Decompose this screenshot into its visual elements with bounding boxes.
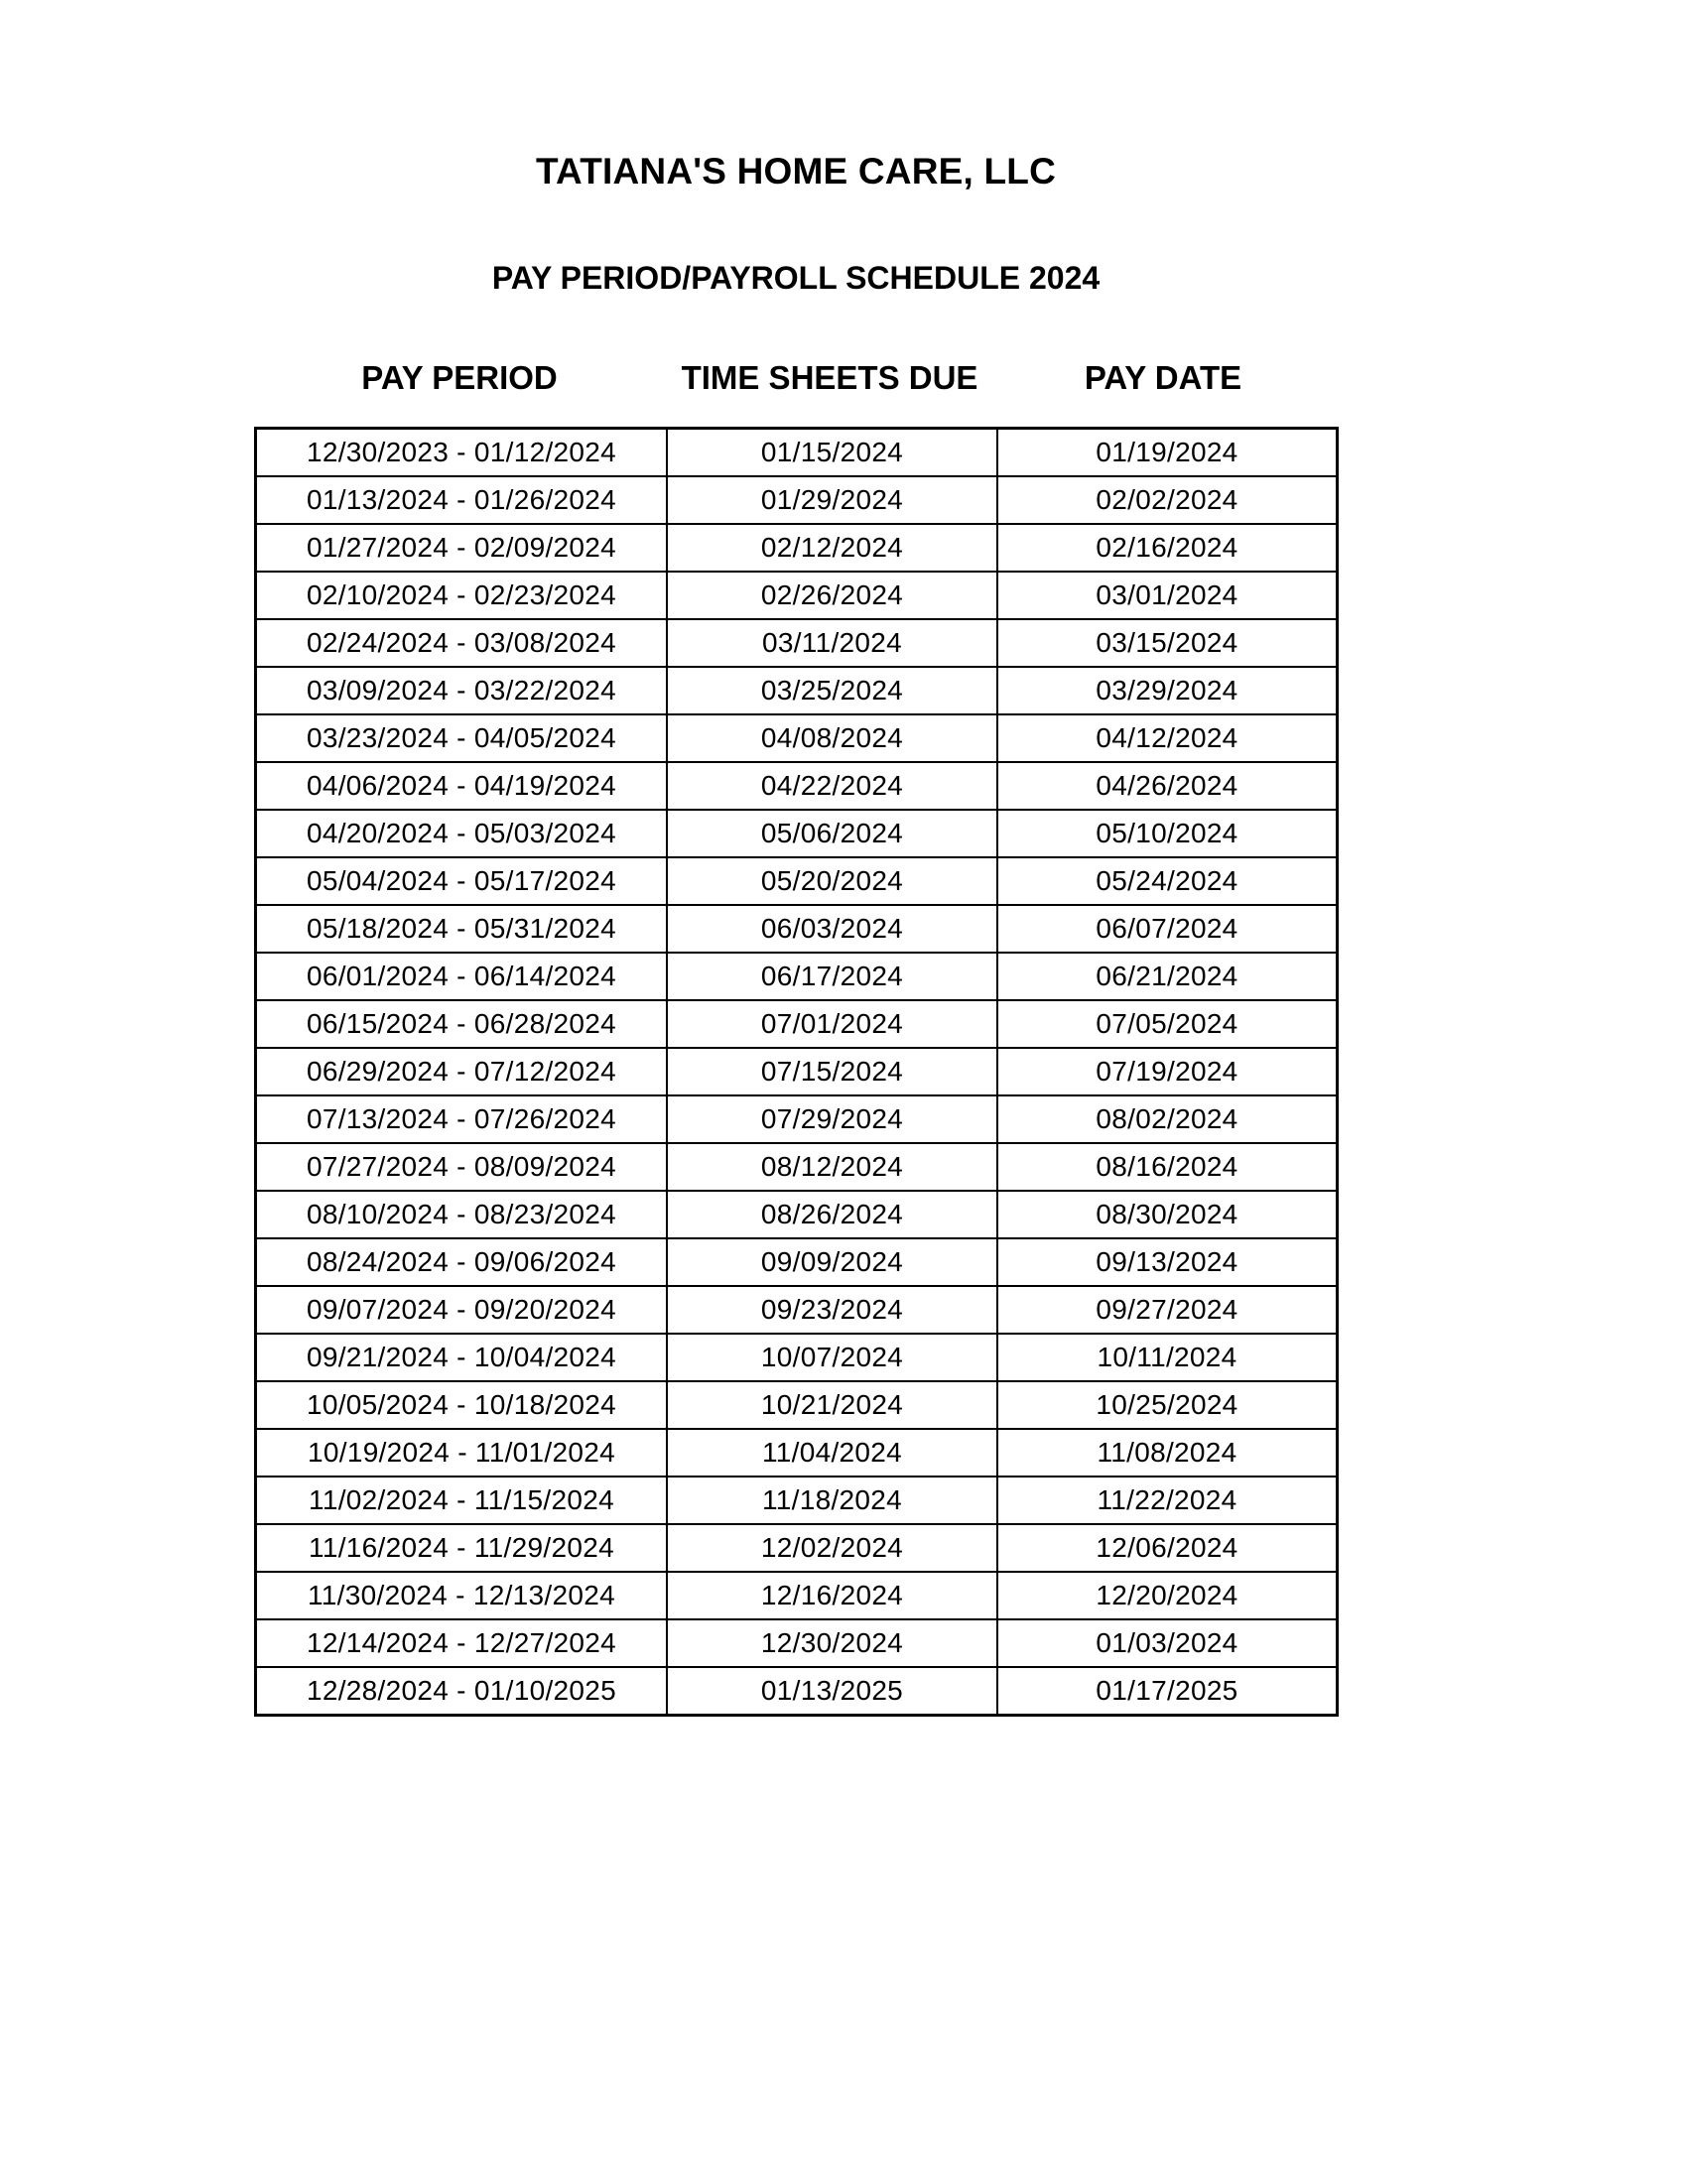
table-row <box>256 572 1338 619</box>
pay-period-cell: 09/21/2024 - 10/04/2024 <box>256 1334 668 1381</box>
time-sheets-due-cell: 01/13/2025 <box>667 1667 997 1716</box>
pay-date-cell: 07/05/2024 <box>997 1000 1338 1048</box>
column-headers <box>254 359 1332 397</box>
time-sheets-due-cell: 05/06/2024 <box>667 810 997 857</box>
table-row <box>256 1334 1338 1381</box>
pay-period-cell: 02/10/2024 - 02/23/2024 <box>256 572 668 619</box>
pay-period-cell: 01/27/2024 - 02/09/2024 <box>256 524 668 572</box>
table-row <box>256 1524 1338 1572</box>
time-sheets-due-cell: 07/15/2024 <box>667 1048 997 1095</box>
pay-date-cell: 10/11/2024 <box>997 1334 1338 1381</box>
table-row <box>256 762 1338 810</box>
pay-period-cell: 04/06/2024 - 04/19/2024 <box>256 762 668 810</box>
time-sheets-due-cell: 05/20/2024 <box>667 857 997 905</box>
payroll-schedule-table <box>254 427 1339 1717</box>
pay-period-cell: 09/07/2024 - 09/20/2024 <box>256 1286 668 1334</box>
pay-date-cell: 03/29/2024 <box>997 667 1338 714</box>
table-row <box>256 1619 1338 1667</box>
pay-period-cell: 08/24/2024 - 09/06/2024 <box>256 1238 668 1286</box>
pay-date-cell: 11/22/2024 <box>997 1477 1338 1524</box>
table-row <box>256 953 1338 1000</box>
time-sheets-due-cell: 01/29/2024 <box>667 476 997 524</box>
pay-date-cell: 01/17/2025 <box>997 1667 1338 1716</box>
time-sheets-due-cell: 09/23/2024 <box>667 1286 997 1334</box>
pay-date-cell: 04/26/2024 <box>997 762 1338 810</box>
pay-date-cell: 05/24/2024 <box>997 857 1338 905</box>
pay-date-cell: 09/27/2024 <box>997 1286 1338 1334</box>
pay-date-cell: 07/19/2024 <box>997 1048 1338 1095</box>
table-row <box>256 1572 1338 1619</box>
pay-period-cell: 12/14/2024 - 12/27/2024 <box>256 1619 668 1667</box>
pay-date-cell: 10/25/2024 <box>997 1381 1338 1429</box>
table-row <box>256 1095 1338 1143</box>
schedule-title: PAY PERIOD/PAYROLL SCHEDULE 2024 <box>491 260 1101 296</box>
pay-period-cell: 07/13/2024 - 07/26/2024 <box>256 1095 668 1143</box>
pay-date-cell: 11/08/2024 <box>997 1429 1338 1477</box>
pay-date-cell: 04/12/2024 <box>997 714 1338 762</box>
pay-period-cell: 05/18/2024 - 05/31/2024 <box>256 905 668 953</box>
pay-date-cell: 08/16/2024 <box>997 1143 1338 1191</box>
pay-date-cell: 03/15/2024 <box>997 619 1338 667</box>
pay-date-cell: 08/30/2024 <box>997 1191 1338 1238</box>
pay-period-cell: 06/15/2024 - 06/28/2024 <box>256 1000 668 1048</box>
pay-date-cell: 01/03/2024 <box>997 1619 1338 1667</box>
time-sheets-due-cell: 12/02/2024 <box>667 1524 997 1572</box>
company-title: TATIANA'S HOME CARE, LLC <box>535 151 1057 192</box>
pay-period-cell: 04/20/2024 - 05/03/2024 <box>256 810 668 857</box>
time-sheets-due-cell: 02/12/2024 <box>667 524 997 572</box>
column-header-pay-date: PAY DATE <box>1084 359 1242 396</box>
table-row <box>256 1477 1338 1524</box>
pay-period-cell: 11/30/2024 - 12/13/2024 <box>256 1572 668 1619</box>
pay-period-cell: 10/05/2024 - 10/18/2024 <box>256 1381 668 1429</box>
pay-period-cell: 03/23/2024 - 04/05/2024 <box>256 714 668 762</box>
pay-date-cell: 12/20/2024 <box>997 1572 1338 1619</box>
pay-date-cell: 08/02/2024 <box>997 1095 1338 1143</box>
column-header-pay-period: PAY PERIOD <box>361 359 558 396</box>
table-row <box>256 1286 1338 1334</box>
table-row <box>256 714 1338 762</box>
column-header-time-sheets-due: TIME SHEETS DUE <box>681 359 978 396</box>
table-row <box>256 810 1338 857</box>
schedule-table-body <box>256 429 1338 1716</box>
pay-date-cell: 03/01/2024 <box>997 572 1338 619</box>
time-sheets-due-cell: 11/18/2024 <box>667 1477 997 1524</box>
pay-period-cell: 12/30/2023 - 01/12/2024 <box>256 429 668 477</box>
pay-period-cell: 06/01/2024 - 06/14/2024 <box>256 953 668 1000</box>
table-row <box>256 1191 1338 1238</box>
pay-date-cell: 02/16/2024 <box>997 524 1338 572</box>
pay-period-cell: 01/13/2024 - 01/26/2024 <box>256 476 668 524</box>
time-sheets-due-cell: 10/07/2024 <box>667 1334 997 1381</box>
pay-period-cell: 11/16/2024 - 11/29/2024 <box>256 1524 668 1572</box>
pay-period-cell: 06/29/2024 - 07/12/2024 <box>256 1048 668 1095</box>
time-sheets-due-cell: 01/15/2024 <box>667 429 997 477</box>
table-row <box>256 1667 1338 1716</box>
table-row <box>256 905 1338 953</box>
pay-date-cell: 02/02/2024 <box>997 476 1338 524</box>
table-row <box>256 1429 1338 1477</box>
table-row <box>256 1048 1338 1095</box>
pay-period-cell: 10/19/2024 - 11/01/2024 <box>256 1429 668 1477</box>
time-sheets-due-cell: 12/30/2024 <box>667 1619 997 1667</box>
table-row <box>256 667 1338 714</box>
time-sheets-due-cell: 03/11/2024 <box>667 619 997 667</box>
pay-date-cell: 06/21/2024 <box>997 953 1338 1000</box>
time-sheets-due-cell: 04/22/2024 <box>667 762 997 810</box>
time-sheets-due-cell: 08/26/2024 <box>667 1191 997 1238</box>
pay-period-cell: 05/04/2024 - 05/17/2024 <box>256 857 668 905</box>
time-sheets-due-cell: 07/29/2024 <box>667 1095 997 1143</box>
table-row <box>256 1000 1338 1048</box>
time-sheets-due-cell: 02/26/2024 <box>667 572 997 619</box>
time-sheets-due-cell: 04/08/2024 <box>667 714 997 762</box>
pay-period-cell: 11/02/2024 - 11/15/2024 <box>256 1477 668 1524</box>
time-sheets-due-cell: 12/16/2024 <box>667 1572 997 1619</box>
time-sheets-due-cell: 07/01/2024 <box>667 1000 997 1048</box>
time-sheets-due-cell: 09/09/2024 <box>667 1238 997 1286</box>
pay-period-cell: 02/24/2024 - 03/08/2024 <box>256 619 668 667</box>
time-sheets-due-cell: 03/25/2024 <box>667 667 997 714</box>
time-sheets-due-cell: 06/03/2024 <box>667 905 997 953</box>
table-row <box>256 619 1338 667</box>
table-row <box>256 476 1338 524</box>
table-row <box>256 1381 1338 1429</box>
pay-date-cell: 05/10/2024 <box>997 810 1338 857</box>
time-sheets-due-cell: 08/12/2024 <box>667 1143 997 1191</box>
time-sheets-due-cell: 11/04/2024 <box>667 1429 997 1477</box>
table-row <box>256 1143 1338 1191</box>
pay-period-cell: 07/27/2024 - 08/09/2024 <box>256 1143 668 1191</box>
time-sheets-due-cell: 10/21/2024 <box>667 1381 997 1429</box>
pay-period-cell: 03/09/2024 - 03/22/2024 <box>256 667 668 714</box>
pay-date-cell: 12/06/2024 <box>997 1524 1338 1572</box>
pay-date-cell: 06/07/2024 <box>997 905 1338 953</box>
pay-period-cell: 08/10/2024 - 08/23/2024 <box>256 1191 668 1238</box>
time-sheets-due-cell: 06/17/2024 <box>667 953 997 1000</box>
table-row <box>256 1238 1338 1286</box>
table-row <box>256 857 1338 905</box>
pay-date-cell: 09/13/2024 <box>997 1238 1338 1286</box>
pay-date-cell: 01/19/2024 <box>997 429 1338 477</box>
pay-period-cell: 12/28/2024 - 01/10/2025 <box>256 1667 668 1716</box>
table-row <box>256 524 1338 572</box>
table-row <box>256 429 1338 477</box>
